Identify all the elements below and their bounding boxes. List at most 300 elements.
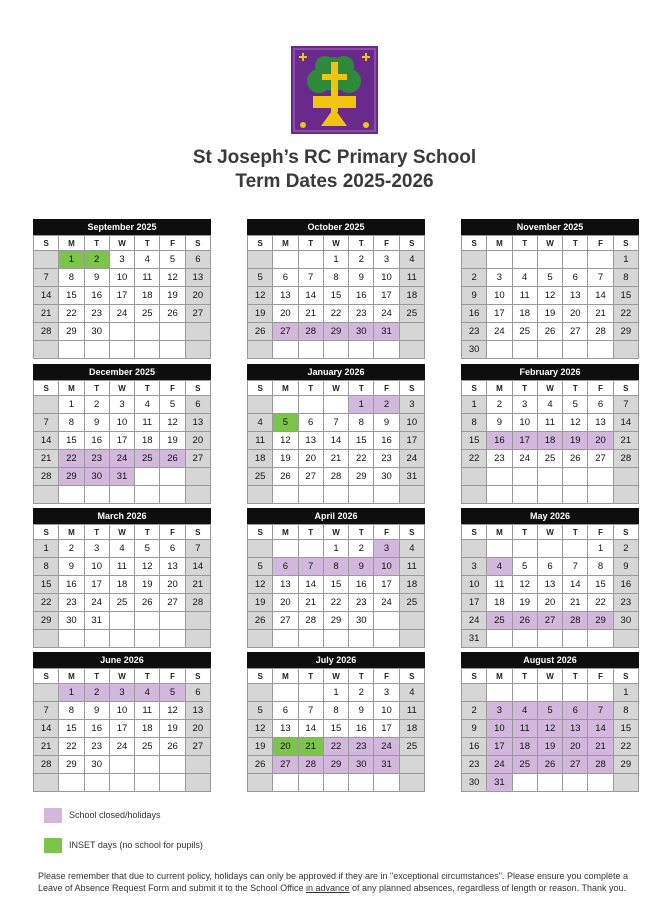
- day-cell: 9: [462, 720, 487, 738]
- day-cell: 2: [349, 251, 374, 269]
- empty-day-cell: [185, 468, 210, 486]
- day-cell: 19: [135, 576, 160, 594]
- empty-day-cell: [487, 251, 512, 269]
- day-cell: 15: [59, 720, 84, 738]
- day-header: S: [185, 669, 210, 684]
- empty-day-cell: [185, 774, 210, 792]
- day-cell: 26: [563, 450, 588, 468]
- day-cell: 1: [323, 540, 348, 558]
- day-header: T: [298, 525, 323, 540]
- empty-day-cell: [135, 468, 160, 486]
- day-header: S: [185, 381, 210, 396]
- empty-day-cell: [84, 630, 109, 648]
- holiday-day-cell: 8: [323, 558, 348, 576]
- day-cell: 20: [185, 720, 210, 738]
- day-header: T: [135, 381, 160, 396]
- holiday-day-cell: 4: [512, 702, 537, 720]
- day-cell: 13: [185, 414, 210, 432]
- month-calendar: [461, 219, 639, 359]
- empty-day-cell: [374, 486, 399, 504]
- day-cell: 1: [59, 396, 84, 414]
- inset-swatch: [44, 838, 62, 853]
- month-title: March 2026: [33, 508, 211, 524]
- holiday-day-cell: 30: [84, 468, 109, 486]
- empty-day-cell: [462, 684, 487, 702]
- holiday-day-cell: 10: [374, 558, 399, 576]
- holiday-day-cell: 4: [135, 684, 160, 702]
- day-header: T: [298, 236, 323, 251]
- empty-day-cell: [537, 684, 562, 702]
- month-calendar: [33, 364, 211, 504]
- holiday-day-cell: 5: [537, 702, 562, 720]
- day-cell: 5: [512, 558, 537, 576]
- empty-day-cell: [537, 251, 562, 269]
- empty-day-cell: [34, 684, 59, 702]
- empty-day-cell: [59, 341, 84, 359]
- day-header: W: [323, 236, 348, 251]
- holiday-day-cell: 30: [349, 323, 374, 341]
- day-header: S: [399, 525, 424, 540]
- empty-day-cell: [160, 756, 185, 774]
- day-header: S: [34, 236, 59, 251]
- holiday-day-cell: 29: [323, 756, 348, 774]
- day-cell: 6: [298, 414, 323, 432]
- day-cell: 29: [613, 756, 638, 774]
- empty-day-cell: [273, 486, 298, 504]
- empty-day-cell: [487, 540, 512, 558]
- day-header: W: [109, 381, 134, 396]
- empty-day-cell: [563, 486, 588, 504]
- empty-day-cell: [399, 756, 424, 774]
- day-cell: 12: [248, 720, 273, 738]
- day-header: M: [487, 669, 512, 684]
- empty-day-cell: [34, 774, 59, 792]
- day-cell: 14: [185, 558, 210, 576]
- empty-day-cell: [185, 341, 210, 359]
- day-cell: 17: [399, 432, 424, 450]
- note-text-2: of any planned absences, regardless of length or reason. Thank you.: [349, 883, 627, 893]
- day-header: F: [374, 381, 399, 396]
- month-calendar: [461, 364, 639, 504]
- day-cell: 14: [298, 287, 323, 305]
- day-cell: 15: [613, 287, 638, 305]
- day-cell: 23: [84, 305, 109, 323]
- empty-day-cell: [374, 612, 399, 630]
- day-cell: 25: [537, 450, 562, 468]
- day-cell: 20: [160, 576, 185, 594]
- day-cell: 14: [298, 720, 323, 738]
- day-cell: 7: [298, 269, 323, 287]
- holiday-day-cell: 7: [588, 702, 613, 720]
- day-cell: 18: [399, 576, 424, 594]
- holiday-day-cell: 3: [109, 684, 134, 702]
- day-cell: 1: [323, 684, 348, 702]
- day-cell: 18: [512, 305, 537, 323]
- day-cell: 21: [588, 305, 613, 323]
- day-cell: 21: [613, 432, 638, 450]
- day-header: S: [399, 381, 424, 396]
- day-cell: 20: [185, 287, 210, 305]
- month-grid: [247, 668, 425, 792]
- month-calendar: [461, 508, 639, 648]
- holiday-day-cell: 18: [512, 738, 537, 756]
- holiday-day-cell: 29: [59, 468, 84, 486]
- day-cell: 23: [349, 305, 374, 323]
- day-cell: 7: [563, 558, 588, 576]
- day-cell: 4: [135, 251, 160, 269]
- day-header: T: [298, 381, 323, 396]
- day-cell: 24: [512, 450, 537, 468]
- day-cell: 24: [399, 450, 424, 468]
- inset-day-cell: 1: [59, 251, 84, 269]
- day-cell: 8: [613, 269, 638, 287]
- day-cell: 10: [399, 414, 424, 432]
- day-cell: 21: [323, 450, 348, 468]
- day-cell: 22: [59, 305, 84, 323]
- holiday-day-cell: 17: [487, 738, 512, 756]
- empty-day-cell: [613, 468, 638, 486]
- empty-day-cell: [248, 396, 273, 414]
- day-header: F: [160, 525, 185, 540]
- empty-day-cell: [135, 612, 160, 630]
- day-cell: 21: [298, 305, 323, 323]
- day-cell: 6: [563, 269, 588, 287]
- day-cell: 8: [613, 702, 638, 720]
- day-header: S: [399, 669, 424, 684]
- empty-day-cell: [160, 630, 185, 648]
- day-header: S: [34, 381, 59, 396]
- day-header: T: [298, 669, 323, 684]
- empty-day-cell: [399, 323, 424, 341]
- day-header: S: [462, 525, 487, 540]
- day-cell: 8: [462, 414, 487, 432]
- day-cell: 26: [248, 323, 273, 341]
- empty-day-cell: [588, 684, 613, 702]
- month-title: February 2026: [461, 364, 639, 380]
- holiday-day-cell: 26: [160, 450, 185, 468]
- day-cell: 26: [160, 305, 185, 323]
- day-cell: 12: [273, 432, 298, 450]
- empty-day-cell: [487, 341, 512, 359]
- day-header: M: [273, 669, 298, 684]
- day-cell: 16: [84, 432, 109, 450]
- day-cell: 13: [298, 432, 323, 450]
- day-cell: 28: [34, 323, 59, 341]
- day-cell: 3: [109, 251, 134, 269]
- empty-day-cell: [512, 341, 537, 359]
- empty-day-cell: [323, 486, 348, 504]
- day-header: T: [512, 381, 537, 396]
- day-cell: 18: [399, 720, 424, 738]
- holiday-day-cell: 11: [512, 720, 537, 738]
- month-title: November 2025: [461, 219, 639, 235]
- empty-day-cell: [160, 468, 185, 486]
- empty-day-cell: [273, 341, 298, 359]
- day-cell: 10: [462, 576, 487, 594]
- empty-day-cell: [109, 612, 134, 630]
- day-cell: 22: [323, 305, 348, 323]
- day-header: T: [563, 669, 588, 684]
- inset-day-cell: 5: [273, 414, 298, 432]
- holiday-day-cell: 14: [588, 720, 613, 738]
- empty-day-cell: [273, 540, 298, 558]
- month-grid: [247, 380, 425, 504]
- day-cell: 12: [160, 414, 185, 432]
- day-header: T: [135, 525, 160, 540]
- legend-holidays-label: School closed/holidays: [69, 810, 161, 820]
- day-cell: 11: [109, 558, 134, 576]
- empty-day-cell: [487, 486, 512, 504]
- day-header: T: [349, 525, 374, 540]
- empty-day-cell: [298, 486, 323, 504]
- day-cell: 24: [374, 305, 399, 323]
- holiday-day-cell: 25: [512, 756, 537, 774]
- day-header: T: [84, 525, 109, 540]
- empty-day-cell: [537, 774, 562, 792]
- holiday-day-cell: 27: [563, 756, 588, 774]
- day-cell: 6: [185, 684, 210, 702]
- day-cell: 23: [487, 450, 512, 468]
- day-cell: 5: [537, 269, 562, 287]
- empty-day-cell: [512, 630, 537, 648]
- day-cell: 18: [487, 594, 512, 612]
- day-cell: 7: [34, 269, 59, 287]
- day-cell: 3: [487, 269, 512, 287]
- month-grid: [33, 235, 211, 359]
- day-cell: 16: [84, 720, 109, 738]
- holiday-day-cell: 24: [109, 450, 134, 468]
- day-cell: 29: [34, 612, 59, 630]
- day-cell: 28: [588, 323, 613, 341]
- day-cell: 15: [588, 576, 613, 594]
- day-cell: 11: [135, 269, 160, 287]
- day-cell: 22: [613, 738, 638, 756]
- day-cell: 16: [349, 720, 374, 738]
- day-cell: 19: [273, 450, 298, 468]
- day-cell: 28: [298, 612, 323, 630]
- day-cell: 18: [399, 287, 424, 305]
- holiday-day-cell: 28: [298, 756, 323, 774]
- day-header: M: [59, 669, 84, 684]
- day-cell: 11: [399, 558, 424, 576]
- month-calendar: [247, 364, 425, 504]
- day-header: S: [613, 381, 638, 396]
- day-cell: 30: [374, 468, 399, 486]
- note-underlined: in advance: [305, 883, 350, 893]
- day-cell: 3: [374, 684, 399, 702]
- day-cell: 12: [248, 576, 273, 594]
- month-calendar: [33, 652, 211, 792]
- day-cell: 30: [84, 323, 109, 341]
- empty-day-cell: [160, 486, 185, 504]
- day-header: T: [512, 236, 537, 251]
- empty-day-cell: [512, 486, 537, 504]
- day-cell: 16: [349, 287, 374, 305]
- holiday-day-cell: 5: [160, 684, 185, 702]
- empty-day-cell: [588, 630, 613, 648]
- term-dates-heading: Term Dates 2025-2026: [235, 171, 434, 192]
- day-cell: 16: [84, 287, 109, 305]
- empty-day-cell: [349, 774, 374, 792]
- day-header: T: [349, 381, 374, 396]
- day-cell: 19: [512, 594, 537, 612]
- empty-day-cell: [537, 468, 562, 486]
- empty-day-cell: [59, 774, 84, 792]
- day-cell: 16: [613, 576, 638, 594]
- month-title: December 2025: [33, 364, 211, 380]
- month-title: April 2026: [247, 508, 425, 524]
- day-cell: 4: [109, 540, 134, 558]
- day-cell: 15: [323, 287, 348, 305]
- day-cell: 6: [588, 396, 613, 414]
- empty-day-cell: [399, 341, 424, 359]
- day-header: F: [588, 236, 613, 251]
- day-header: T: [84, 669, 109, 684]
- day-cell: 26: [273, 468, 298, 486]
- empty-day-cell: [135, 323, 160, 341]
- day-cell: 14: [298, 576, 323, 594]
- day-header: T: [512, 525, 537, 540]
- empty-day-cell: [84, 774, 109, 792]
- day-header: W: [537, 525, 562, 540]
- month-title: August 2026: [461, 652, 639, 668]
- day-cell: 10: [109, 269, 134, 287]
- day-cell: 27: [273, 612, 298, 630]
- legend-inset-label: INSET days (no school for pupils): [69, 840, 203, 850]
- day-cell: 8: [59, 269, 84, 287]
- holiday-day-cell: 20: [563, 738, 588, 756]
- holiday-day-cell: 25: [487, 612, 512, 630]
- empty-day-cell: [109, 756, 134, 774]
- day-header: S: [462, 381, 487, 396]
- empty-day-cell: [135, 774, 160, 792]
- day-cell: 17: [374, 576, 399, 594]
- day-cell: 27: [185, 450, 210, 468]
- day-header: M: [487, 381, 512, 396]
- empty-day-cell: [248, 341, 273, 359]
- day-cell: 12: [135, 558, 160, 576]
- empty-day-cell: [109, 341, 134, 359]
- empty-day-cell: [109, 630, 134, 648]
- day-cell: 26: [248, 612, 273, 630]
- empty-day-cell: [563, 684, 588, 702]
- holiday-day-cell: 31: [374, 756, 399, 774]
- empty-day-cell: [349, 341, 374, 359]
- month-calendar: [247, 652, 425, 792]
- day-header: W: [537, 381, 562, 396]
- holiday-day-cell: 31: [109, 468, 134, 486]
- day-cell: 12: [512, 576, 537, 594]
- inset-day-cell: 2: [84, 251, 109, 269]
- day-cell: 13: [273, 287, 298, 305]
- empty-day-cell: [109, 774, 134, 792]
- day-header: T: [84, 236, 109, 251]
- day-cell: 11: [512, 287, 537, 305]
- month-grid: [461, 380, 639, 504]
- empty-day-cell: [34, 630, 59, 648]
- day-cell: 29: [349, 468, 374, 486]
- day-cell: 13: [273, 576, 298, 594]
- day-cell: 8: [349, 414, 374, 432]
- day-cell: 16: [374, 432, 399, 450]
- empty-day-cell: [248, 486, 273, 504]
- empty-day-cell: [588, 468, 613, 486]
- holiday-day-cell: 13: [563, 720, 588, 738]
- month-grid: [33, 524, 211, 648]
- day-cell: 1: [613, 251, 638, 269]
- day-cell: 17: [84, 576, 109, 594]
- day-cell: 31: [462, 630, 487, 648]
- day-cell: 18: [109, 576, 134, 594]
- day-cell: 1: [462, 396, 487, 414]
- month-grid: [247, 524, 425, 648]
- day-cell: 12: [537, 287, 562, 305]
- day-cell: 11: [399, 702, 424, 720]
- holiday-day-cell: 21: [588, 738, 613, 756]
- empty-day-cell: [248, 774, 273, 792]
- empty-day-cell: [298, 684, 323, 702]
- holiday-day-cell: 26: [512, 612, 537, 630]
- day-cell: 7: [298, 702, 323, 720]
- empty-day-cell: [160, 774, 185, 792]
- day-cell: 14: [563, 576, 588, 594]
- holiday-day-cell: 28: [298, 323, 323, 341]
- empty-day-cell: [613, 774, 638, 792]
- day-cell: 10: [109, 414, 134, 432]
- empty-day-cell: [349, 486, 374, 504]
- day-cell: 27: [185, 305, 210, 323]
- month-grid: [461, 235, 639, 359]
- holiday-day-cell: 30: [349, 756, 374, 774]
- day-header: M: [273, 236, 298, 251]
- holiday-day-cell: 22: [59, 450, 84, 468]
- day-header: S: [462, 236, 487, 251]
- day-header: S: [248, 525, 273, 540]
- day-header: W: [109, 236, 134, 251]
- day-cell: 16: [462, 305, 487, 323]
- empty-day-cell: [135, 756, 160, 774]
- empty-day-cell: [563, 468, 588, 486]
- day-cell: 16: [349, 576, 374, 594]
- day-cell: 14: [34, 720, 59, 738]
- day-cell: 4: [135, 396, 160, 414]
- day-cell: 25: [135, 738, 160, 756]
- day-cell: 9: [487, 414, 512, 432]
- day-cell: 21: [185, 576, 210, 594]
- day-cell: 18: [248, 450, 273, 468]
- month-calendar: [461, 652, 639, 792]
- day-cell: 9: [59, 558, 84, 576]
- day-cell: 28: [323, 468, 348, 486]
- holiday-day-cell: 29: [323, 323, 348, 341]
- day-cell: 19: [248, 738, 273, 756]
- empty-day-cell: [613, 486, 638, 504]
- day-header: T: [512, 669, 537, 684]
- empty-day-cell: [537, 540, 562, 558]
- empty-day-cell: [537, 486, 562, 504]
- holiday-day-cell: 3: [374, 540, 399, 558]
- empty-day-cell: [613, 630, 638, 648]
- day-cell: 29: [59, 323, 84, 341]
- day-cell: 25: [399, 594, 424, 612]
- day-cell: 7: [185, 540, 210, 558]
- day-header: T: [135, 669, 160, 684]
- month-title: September 2025: [33, 219, 211, 235]
- empty-day-cell: [298, 396, 323, 414]
- day-cell: 22: [613, 305, 638, 323]
- day-header: M: [59, 381, 84, 396]
- day-cell: 23: [349, 594, 374, 612]
